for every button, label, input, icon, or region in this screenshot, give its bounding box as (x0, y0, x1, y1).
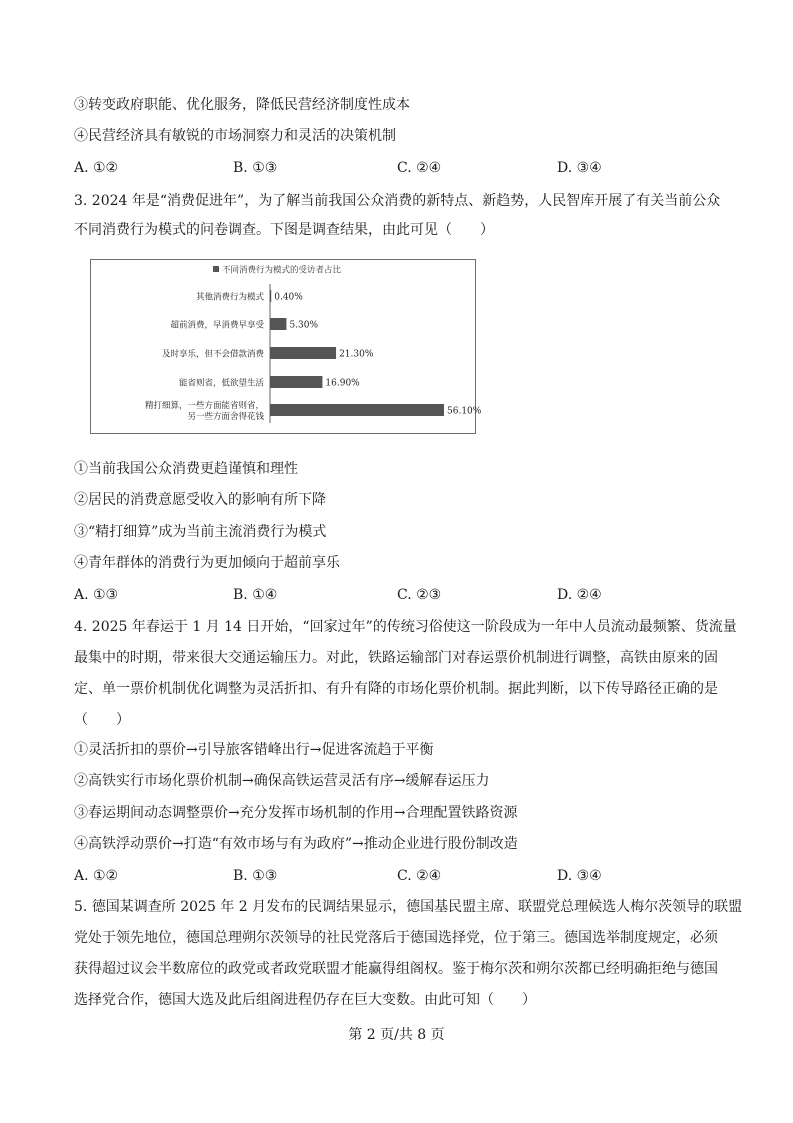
category-label-2: 及时享乐，但不会借款消费 (161, 349, 264, 360)
page-footer: 第 2 页/共 8 页 (348, 1027, 445, 1043)
legend-swatch (213, 266, 219, 272)
q4-stem-line-2: 最集中的时期，带来很大交通运输压力。对此，铁路运输部门对春运票价机制进行调整，高铁由原来的固 (74, 650, 718, 666)
q3-item-1: ①当前我国公众消费更趋谨慎和理性 (74, 461, 298, 477)
chart-svg (91, 260, 482, 433)
q5-stem-line-1: 5. 德国某调查所 2025 年 2 月发布的民调结果显示，德国基民盟主席、联盟党总理候选人梅尔茨领导的联盟 (74, 899, 743, 915)
q3-item-4: ④青年群体的消费行为更加倾向于超前享乐 (74, 555, 340, 571)
q2-option-d: D. ③④ (557, 160, 602, 176)
bar-3 (270, 376, 322, 388)
category-label-0: 其他消费行为模式 (195, 292, 264, 303)
bar-0 (270, 290, 271, 302)
q2-item-4: ④民营经济具有敏锐的市场洞察力和灵活的决策机制 (74, 128, 396, 144)
q5-stem-line-2: 党处于领先地位，德国总理朔尔茨领导的社民党落后于德国选择党，位于第三。德国选举制度规定，必须 (74, 930, 718, 946)
category-label-4-0: 精打细算，一些方面能省则省， (144, 401, 264, 411)
q3-option-d: D. ②④ (557, 587, 602, 603)
q4-option-b: B. ①③ (233, 868, 278, 884)
q4-item-2: ②高铁实行市场化票价机制→确保高铁运营灵活有序→缓解春运压力 (74, 773, 490, 789)
q2-option-a: A. ①② (74, 160, 119, 176)
q2-option-b: B. ①③ (233, 160, 278, 176)
bar-value-label-2: 21.30% (339, 349, 374, 360)
q3-stem-line-2: 不同消费行为模式的问卷调查。下图是调查结果，由此可见（ ） (74, 222, 494, 238)
q3-option-b: B. ①④ (233, 587, 278, 603)
bar-value-label-1: 5.30% (289, 320, 319, 331)
q2-item-3: ③转变政府职能、优化服务，降低民营经济制度性成本 (74, 97, 410, 113)
bar-value-label-0: 0.40% (274, 292, 303, 303)
q3-option-a: A. ①③ (74, 587, 119, 603)
category-label-3: 能省则省，低欲望生活 (178, 378, 264, 389)
q4-option-d: D. ③④ (557, 868, 602, 884)
bar-value-label-4: 56.10% (447, 406, 482, 417)
q4-item-4: ④高铁浮动票价→打造“有效市场与有为政府”→推动企业进行股份制改造 (74, 836, 518, 852)
q5-stem-line-3: 获得超过议会半数席位的政党或者政党联盟才能赢得组阁权。鉴于梅尔茨和朔尔茨都已经明确拒绝与德国 (74, 961, 718, 977)
bar-1 (270, 318, 286, 330)
category-label-1: 超前消费，早消费早享受 (170, 320, 264, 331)
bar-value-label-3: 16.90% (325, 378, 360, 389)
bar-2 (270, 347, 336, 359)
q4-stem-line-3: 定、单一票价机制优化调整为灵活折扣、有升有降的市场化票价机制。据此判断，以下传导路径正确的是 (74, 681, 718, 697)
q4-option-c: C. ②④ (397, 868, 442, 884)
q4-item-3: ③春运期间动态调整票价→充分发挥市场机制的作用→合理配置铁路资源 (74, 805, 518, 821)
q2-option-c: C. ②④ (397, 160, 442, 176)
q4-option-a: A. ①② (74, 868, 119, 884)
q4-stem-line-1: 4. 2025 年春运于 1 月 14 日开始，“回家过年”的传统习俗使这一阶段成为一年中人员流动最频繁、货流量 (74, 619, 737, 635)
q3-stem-line-1: 3. 2024 年是“消费促进年”，为了解当前我国公众消费的新特点、新趋势，人民智库开展了有关当前公众 (74, 193, 721, 209)
q4-stem-line-4: （ ） (74, 712, 130, 728)
bar-4 (270, 404, 444, 416)
q3-item-3: ③“精打细算”成为当前主流消费行为模式 (74, 524, 327, 540)
legend-label: 不同消费行为模式的受访者占比 (222, 265, 342, 276)
consumption-behavior-chart (90, 259, 482, 434)
q3-option-c: C. ②③ (397, 587, 442, 603)
category-label-4-1: 另一些方面舍得花钱 (187, 412, 264, 422)
q4-item-1: ①灵活折扣的票价→引导旅客错峰出行→促进客流趋于平衡 (74, 742, 434, 758)
q3-item-2: ②居民的消费意愿受收入的影响有所下降 (74, 492, 326, 508)
q5-stem-line-4: 选择党合作，德国大选及此后组阁进程仍存在巨大变数。由此可知（ ） (74, 992, 536, 1008)
